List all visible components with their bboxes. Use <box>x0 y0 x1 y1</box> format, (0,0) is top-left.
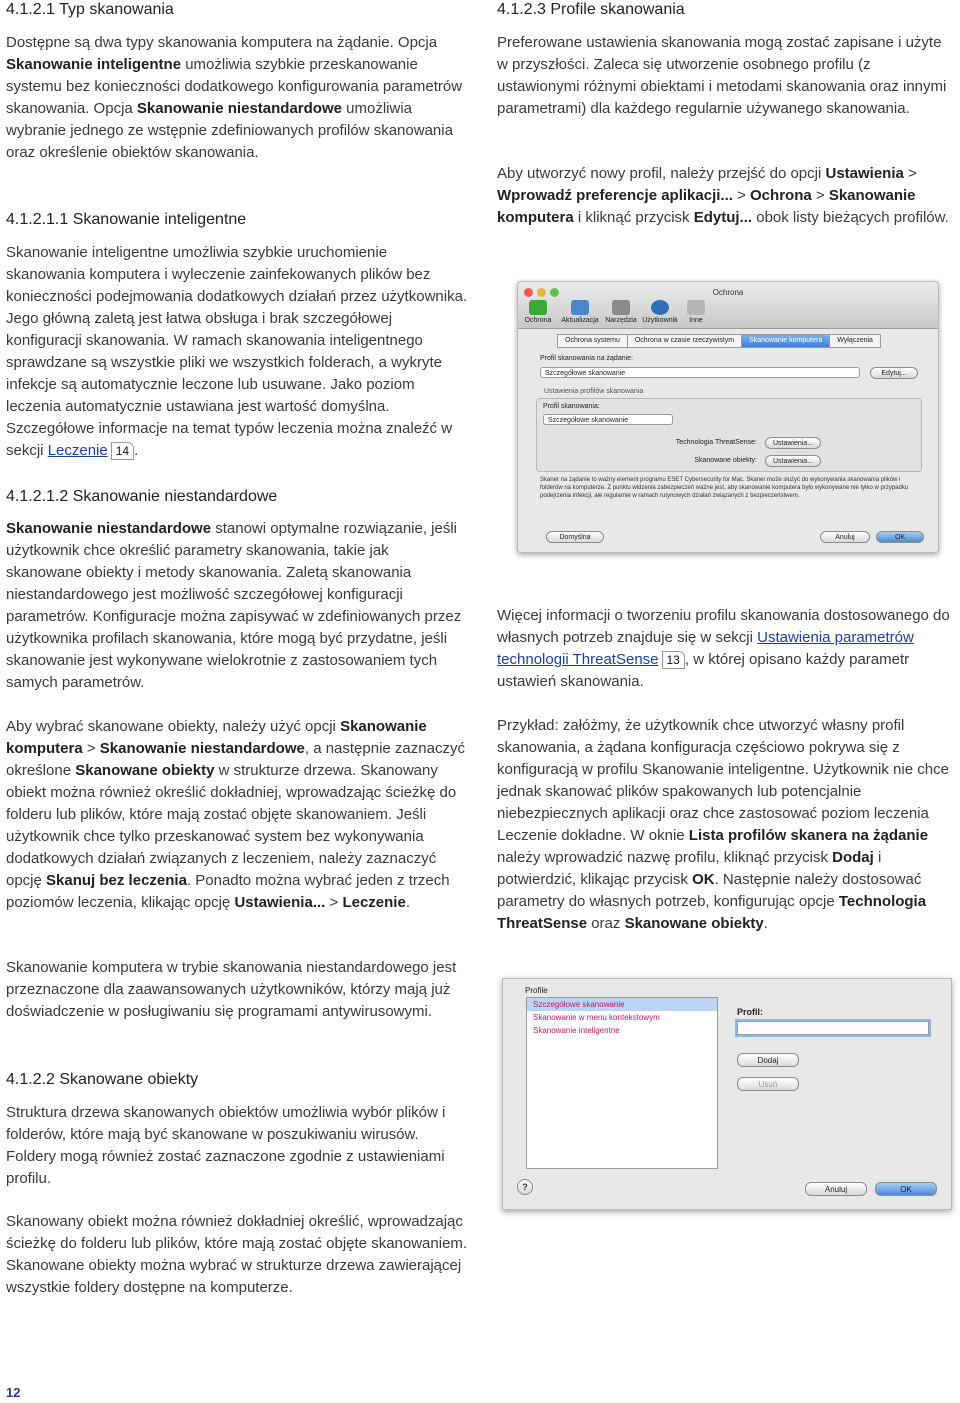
toolbar-label: Ochrona <box>524 317 552 324</box>
bold-term: Skanowanie inteligentne <box>6 56 182 73</box>
profile-on-demand-label: Profil skanowania na żądanie: <box>540 355 634 362</box>
edit-button: Edytuj... <box>870 367 918 379</box>
heading-skanowane-obiekty: 4.1.2.2 Skanowane obiekty <box>6 1071 199 1088</box>
bold-term: Skanowanie niestandardowe <box>6 520 212 537</box>
toolbar-inne <box>678 300 714 324</box>
bold-term: Ochrona <box>750 187 812 204</box>
user-icon <box>651 300 669 315</box>
bold-term: Edytuj... <box>693 209 753 226</box>
text-run: > <box>732 187 751 204</box>
profile-name-label: Profil: <box>737 1007 763 1017</box>
text-run: > <box>325 894 343 911</box>
toolbar-label: Użytkownik <box>642 317 678 324</box>
default-button: Domyślna <box>546 531 604 543</box>
scanner-info-text: Skaner na żądanie to ważny element programu ESET Cybersecurity for Mac. Skaner może służyć do wykonywania skanowania plików i folderów na komputerze. Z punktu widzenia zabezpieczeń ważne jest, aby skanowanie komputera było wykonywane nie tylko w przypadku podejrzenia infekcji, ale regularnie w ramach rutynowych działań związanych z bezpieczeństwem. <box>540 477 909 499</box>
text-run: > <box>82 740 100 757</box>
para-przyklad <box>497 715 955 935</box>
para-text-end: , w której opisano każdy parametr ustawień skanowania. <box>497 651 910 690</box>
text-run: Aby utworzyć nowy profil, należy przejść do opcji <box>497 165 826 182</box>
ok-button: OK <box>875 1182 937 1196</box>
bold-term: Skanowane obiekty <box>624 915 764 932</box>
tab-wylaczenia: Wyłączenia <box>829 334 881 348</box>
threatsense-label: Technologia ThreatSense: <box>675 439 757 446</box>
cancel-button: Anuluj <box>820 531 870 543</box>
text-run: umożliwia wybranie jednego ze wstępnie zdefiniowanych profilów skanowania oraz określenie obiektów skanowania. <box>6 100 453 161</box>
bold-term: Technologia ThreatSense <box>497 893 927 932</box>
text-run: . <box>763 915 768 932</box>
para-niestandardowe-3: Skanowanie komputera w trybie skanowania niestandardowego jest przeznaczone dla zaawansowanych użytkowników, którzy mają już doświadczenie w posługiwaniu się programami antywirusowymi. <box>6 959 457 1020</box>
text-run: i kliknąć przycisk <box>573 209 694 226</box>
link-threatsense[interactable]: Ustawienia parametrów technologii ThreatSense <box>497 629 914 668</box>
para-profile-1: Preferowane ustawienia skanowania mogą zostać zapisane i użyte w przyszłości. Zaleca się utworzenie osobnego profilu (z ustawionymi różnymi obiektami i metodami skanowania oraz innymi parametrami) dla każdego regularnie używanego skanowania. <box>497 34 947 117</box>
tab-ochrona-systemu: Ochrona systemu <box>557 334 628 348</box>
para-niestandardowe-2 <box>6 716 468 914</box>
tab-ochrona-w-czasie-rzeczywistym: Ochrona w czasie rzeczywistym <box>627 334 742 348</box>
window-title: Ochrona <box>712 288 744 297</box>
bold-term: Skanowanie niestandardowe <box>136 100 342 117</box>
bold-term: Skanowanie niestandardowe <box>99 740 305 757</box>
text-run: . Następnie należy dostosować parametry do własnych potrzeb, konfigurując opcje <box>497 871 922 910</box>
para-text: Skanowanie inteligentne umożliwia szybkie uruchomienie skanowania komputera i wyleczenie zainfekowanych plików bez konieczności podejmowania dodatkowych działań przez użytkownika. Jego główną zaletą jest łatwa obsługa i brak szczegółowej konfiguracji skanowania. W ramach skanowania inteligentnego sprawdzane są wszystkie pliki we wszystkich folderach, a wykryte infekcje są automatycznie leczone lub usuwane. Jako poziom leczenia automatycznie ustawiana jest wartość domyślna. Szczegółowe informacje na temat typów leczenia można znaleźć w sekcji <box>6 244 468 459</box>
bold-term: Dodaj <box>832 849 874 866</box>
bold-term: Ustawienia... <box>234 894 326 911</box>
threatsense-settings-button: Ustawienia... <box>765 437 821 449</box>
toolbar-label: Narzędzia <box>605 317 637 324</box>
text-run: stanowi optymalne rozwiązanie, jeśli użytkownik chce określić parametry skanowania, takie jak skanowane obiekty i metody skanowania. Zaletą skanowania niestandardowego jest możliwość szczegółowej konfiguracji parametrów. Konfiguracje można zapisywać w zdefiniowanych przez użytkownika profilach skanowania, które mogą być przydatne, jeśli skanowanie jest wykonywane wielokrotnie z zastosowaniem tych samych parametrów. <box>6 520 462 691</box>
window-titlebar <box>518 282 938 329</box>
text-run: Dostępne są dwa typy skanowania komputera na żądanie. Opcja <box>6 34 438 51</box>
preferences-window-screenshot <box>517 281 939 553</box>
bold-term: Wprowadź preferencje aplikacji... <box>497 187 733 204</box>
ok-button: OK <box>876 531 924 543</box>
cancel-button: Anuluj <box>805 1182 867 1196</box>
toolbar-label: Aktualizacja <box>561 317 599 324</box>
text-run: , a następnie zaznaczyć określone <box>6 740 465 779</box>
text-run: należy wprowadzić nazwę profilu, kliknąć przycisk <box>497 849 833 866</box>
profile-settings-label: Ustawienia profilów skanowania <box>544 388 644 395</box>
page-number: 12 <box>6 1385 21 1400</box>
scan-targets-settings-button: Ustawienia... <box>765 455 821 467</box>
heading-skanowanie-niestandardowe: 4.1.2.1.2 Skanowanie niestandardowe <box>6 488 278 505</box>
tab-bar <box>558 334 881 348</box>
profile-on-demand-dropdown: Szczegółowe skanowanie <box>540 367 860 378</box>
profile-list-item: Skanowanie inteligentne <box>533 1026 620 1035</box>
text-run: w strukturze drzewa. Skanowany obiekt można również określić dokładniej, wprowadzając ścieżkę do folderu lub plików, które mają zostać objęte skanowaniem. Jeśli użytkownik chce tylko przeskanować system bez wykonywania dodatkowych działań związanych z leczeniem, należy zaznaczyć opcję <box>6 762 457 889</box>
page-ref-leczenie[interactable]: 14 <box>111 442 134 460</box>
para-wiecej-informacji <box>497 605 959 693</box>
heading-typ-skanowania: 4.1.2.1 Typ skanowania <box>6 1 174 18</box>
bold-term: Leczenie <box>342 894 406 911</box>
bold-term: Lista profilów skanera na żądanie <box>688 827 929 844</box>
text-run: obok listy bieżących profilów. <box>752 209 949 226</box>
bold-term: Skanowanie komputera <box>6 718 427 757</box>
para-text: Więcej informacji o tworzeniu profilu skanowania dostosowanego do własnych potrzeb znajduje się w sekcji <box>497 607 950 646</box>
profile-name-input <box>737 1021 929 1035</box>
page-ref-threatsense[interactable]: 13 <box>662 651 685 669</box>
heading-profile-skanowania: 4.1.2.3 Profile skanowania <box>497 1 685 18</box>
add-button: Dodaj <box>737 1053 799 1067</box>
bold-term: Skanowanie komputera <box>497 187 916 226</box>
checkmark-icon <box>529 300 547 315</box>
bold-term: Skanuj bez leczenia <box>46 872 187 889</box>
bold-term: OK <box>692 871 715 888</box>
text-run: Przykład: załóżmy, że użytkownik chce utworzyć własny profil skanowania, a żądana konfiguracja częściowo pokrywa się z konfiguracją w profilu Skanowanie inteligentne. Użytkownik nie chce jednak skanować plików spakowanych lub potencjalnie niebezpiecznych aplikacji oraz chce zastosować poziom leczenia Leczenie dokładne. W oknie <box>497 717 949 844</box>
help-icon: ? <box>517 1179 533 1195</box>
profile-list-item: Szczegółowe skanowanie <box>527 998 717 1011</box>
profile-dialog-screenshot <box>502 978 952 1210</box>
toolbar-ochrona <box>520 300 556 324</box>
scan-targets-label: Skanowane obiekty: <box>694 457 757 464</box>
bold-term: Skanowane obiekty <box>75 762 215 779</box>
text-run: Aby wybrać skanowane obiekty, należy użyć opcji <box>6 718 341 735</box>
link-leczenie[interactable]: Leczenie <box>47 442 108 459</box>
scan-profile-label: Profil skanowania: <box>543 403 600 410</box>
para-obiekty-2: Skanowany obiekt można również dokładniej określić, wprowadzając ścieżkę do folderu lub plików, które mają zostać objęte skanowaniem. Skanowane obiekty można wybrać w strukturze drzewa zawierającej wszystkie foldery dostępne na komputerze. <box>6 1213 468 1296</box>
profile-list-item: Skanowanie w menu kontekstowym <box>533 1013 660 1022</box>
text-run: . <box>405 894 410 911</box>
toolbar-label: Inne <box>689 317 703 324</box>
para-skanowanie-inteligentne <box>6 242 468 462</box>
toolbar-aktualizacja <box>558 300 602 324</box>
tools-icon <box>612 300 630 315</box>
text-run: i potwierdzić, klikając przycisk <box>497 849 882 888</box>
profiles-list-header: Profile <box>525 986 548 995</box>
bold-term: Ustawienia <box>825 165 904 182</box>
text-run: umożliwia szybkie przeskanowanie systemu bez konieczności dodatkowego konfigurowania parametrów skanowania. Opcja <box>6 56 463 117</box>
text-run: > <box>903 165 917 182</box>
heading-skanowanie-inteligentne: 4.1.2.1.1 Skanowanie inteligentne <box>6 211 247 228</box>
para-niestandardowe-1 <box>6 518 468 694</box>
para-typ-skanowania <box>6 32 468 164</box>
toolbar-narzedzia <box>602 300 640 324</box>
text-run: oraz <box>587 915 625 932</box>
para-obiekty-1: Struktura drzewa skanowanych obiektów umożliwia wybór plików i folderów, które mają być skanowane w poszukiwaniu wirusów. Foldery mogą również zostać zaznaczone zgodnie z ustawieniami profilu. <box>6 1104 446 1187</box>
para-text-end: . <box>134 442 139 459</box>
profile-settings-group <box>536 398 922 472</box>
scan-profile-dropdown: Szczegółowe skanowanie <box>543 414 673 425</box>
profiles-list <box>526 997 718 1169</box>
para-profile-2 <box>497 163 959 229</box>
tab-skanowanie-komputera: Skanowanie komputera <box>741 334 830 348</box>
text-run: > <box>811 187 829 204</box>
text-run: . Ponadto można wybrać jeden z trzech poziomów leczenia, klikając opcję <box>6 872 450 911</box>
toolbar-uzytkownik <box>640 300 680 324</box>
other-icon <box>687 300 705 315</box>
remove-button: Usuń <box>737 1077 799 1091</box>
update-icon <box>571 300 589 315</box>
